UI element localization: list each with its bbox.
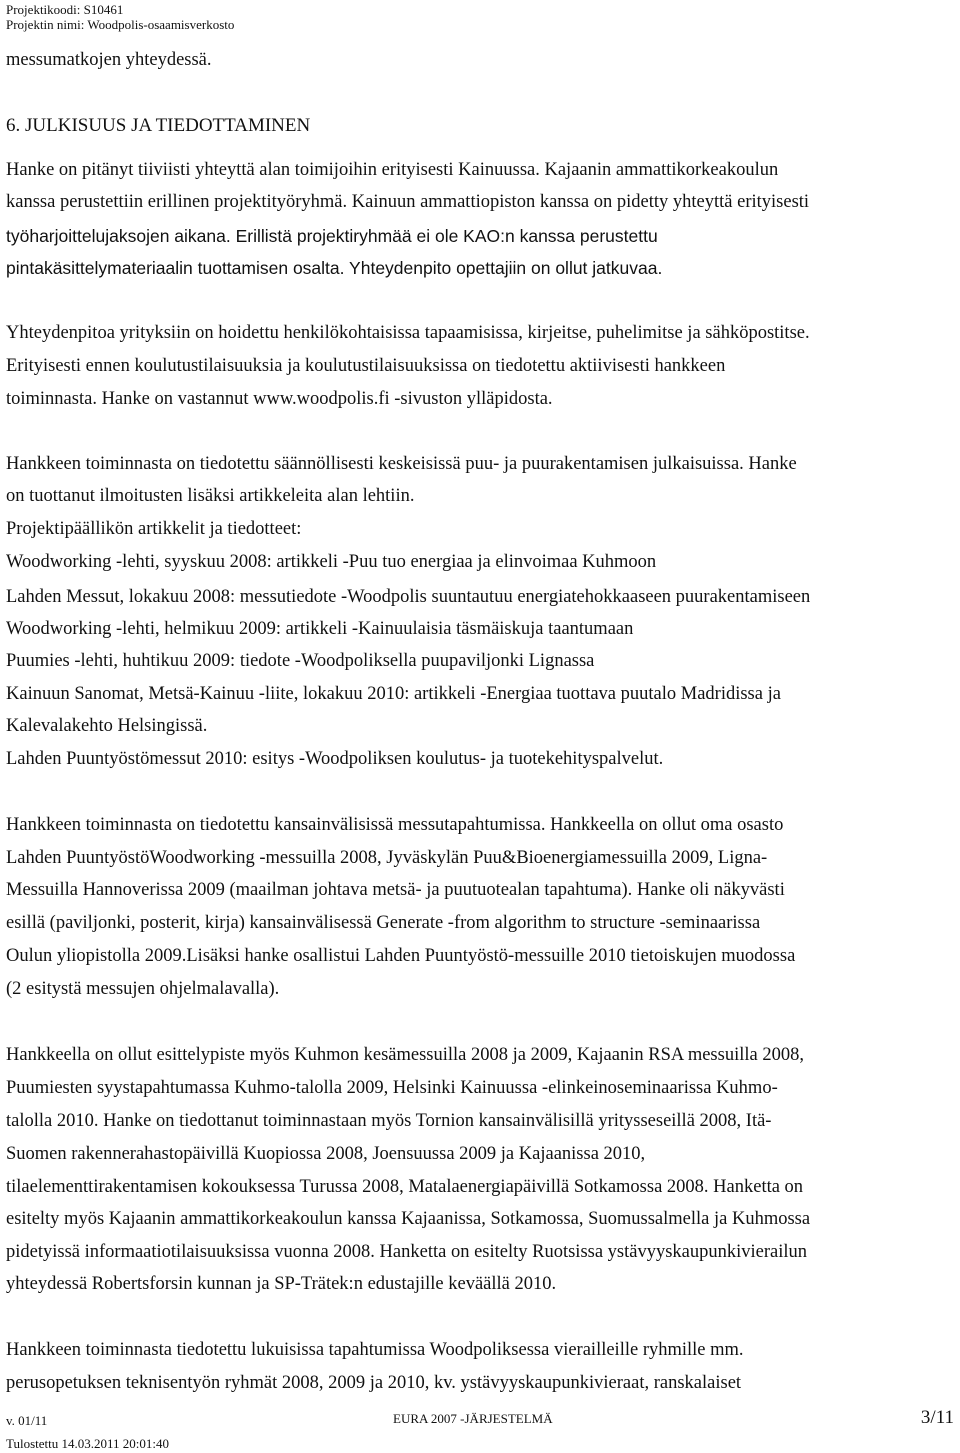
article-item: Woodworking -lehti, syyskuu 2008: artikkeli -Puu tuo energiaa ja elinvoimaa Kuhmoon <box>6 552 657 572</box>
page-number: 3/11 <box>920 1407 954 1428</box>
project-name: Projektin nimi: Woodpolis-osaamisverkosto <box>6 17 235 32</box>
text-line: esillä (paviljonki, posterit, kirja) kansainvälisessä Generate -from algorithm to structure -seminaarissa <box>6 913 761 933</box>
text-line: Yhteydenpitoa yrityksiin on hoidettu henkilökohtaisissa tapaamisissa, kirjeitse, puhelimitse ja sähköpostitse. <box>6 323 810 343</box>
text-line: toiminnasta. Hanke on vastannut www.woodpolis.fi -sivuston ylläpidosta. <box>6 389 553 409</box>
text-line: kanssa perustettiin erillinen projektityöryhmä. Kainuun ammattiopiston kanssa on pidetty yhteyttä erityisesti <box>6 192 810 212</box>
text-line: (2 esitystä messujen ohjelmalavalla). <box>6 979 280 999</box>
article-item: Woodworking -lehti, helmikuu 2009: artikkeli -Kainuulaisia täsmäiskuja taantumaan <box>6 619 634 639</box>
text-line: Suomen rakennerahastopäivillä Kuopiossa 2008, Joensuussa 2009 ja Kajaanissa 2010, <box>6 1144 646 1164</box>
text-line: Erityisesti ennen koulutustilaisuuksia ja koulutustilaisuuksissa on tiedotettu aktiivisesti hankkeen <box>6 356 726 376</box>
article-item: Lahden Puuntyöstömessut 2010: esitys -Woodpoliksen koulutus- ja tuotekehityspalvelut. <box>6 749 664 769</box>
article-item: Kainuun Sanomat, Metsä-Kainuu -liite, lokakuu 2010: artikkeli -Energiaa tuottava puutalo Madridissa ja <box>6 684 781 704</box>
section-heading: 6. JULKISUUS JA TIEDOTTAMINEN <box>6 115 311 136</box>
text-line: pidetyissä informaatiotilaisuuksissa vuonna 2008. Hanketta on esitelty Ruotsissa ystävyyskaupunkivierailun <box>6 1242 808 1262</box>
article-item: Lahden Messut, lokakuu 2008: messutiedote -Woodpolis suuntautuu energiatehokkaaseen puurakentamiseen <box>6 587 811 607</box>
text-line: Hankkeen toiminnasta on tiedotettu säännöllisesti keskeisissä puu- ja puurakentamisen julkaisuissa. Hanke <box>6 454 797 474</box>
text-line: pintakäsittelymateriaalin tuottamisen osalta. Yhteydenpito opettajiin on ollut jatkuvaa. <box>6 258 663 278</box>
article-item: Kalevalakehto Helsingissä. <box>6 716 208 736</box>
footer-version: v. 01/11 <box>6 1413 48 1428</box>
text-line: yhteydessä Robertsforsin kunnan ja SP-Trätek:n edustajille keväällä 2010. <box>6 1274 557 1294</box>
text-line: Hankkeen toiminnasta on tiedotettu kansainvälisissä messutapahtumissa. Hankkeella on ollut oma osasto <box>6 815 784 835</box>
text-line: Hanke on pitänyt tiiviisti yhteyttä alan toimijoihin erityisesti Kainuussa. Kajaanin ammattikorkeakoulun <box>6 160 779 180</box>
text-line: on tuottanut ilmoitusten lisäksi artikkeleita alan lehtiin. <box>6 486 415 506</box>
text-line: Puumiesten syystapahtumassa Kuhmo-talolla 2009, Helsinki Kainuussa -elinkeinoseminaarissa Kuhmo- <box>6 1078 778 1098</box>
text-line: talolla 2010. Hanke on tiedottanut toiminnastaan myös Tornion kansainvälisillä yritysseseillä 2008, Itä- <box>6 1111 772 1131</box>
footer-printed: Tulostettu 14.03.2011 20:01:40 <box>6 1436 170 1451</box>
text-line: Lahden PuuntyöstöWoodworking -messuilla 2008, Jyväskylän Puu&Bioenergiamessuilla 2009, Ligna- <box>6 848 768 868</box>
text-line: perusopetuksen teknisentyön ryhmät 2008, 2009 ja 2010, kv. ystävyyskaupunkivieraat, ranskalaiset <box>6 1373 742 1393</box>
text-line: esitelty myös Kajaanin ammattikorkeakoulun kanssa Kajaanissa, Sotkamossa, Suomussalmella ja Kuhmossa <box>6 1209 811 1229</box>
text-line: Hankkeen toiminnasta tiedotettu lukuisissa tapahtumissa Woodpoliksessa vierailleille ryhmille mm. <box>6 1340 744 1360</box>
project-code: Projektikoodi: S10461 <box>6 2 124 17</box>
intro-line: messumatkojen yhteydessä. <box>6 50 212 70</box>
footer-system: EURA 2007 -JÄRJESTELMÄ <box>393 1411 553 1426</box>
text-line: Hankkeella on ollut esittelypiste myös Kuhmon kesämessuilla 2008 ja 2009, Kajaanin RSA messuilla 2008, <box>6 1045 804 1065</box>
text-line: tilaelementtirakentamisen kokouksessa Turussa 2008, Matalaenergiapäivillä Sotkamossa 2008. Hanketta on <box>6 1177 804 1197</box>
article-item: Puumies -lehti, huhtikuu 2009: tiedote -Woodpoliksella puupaviljonki Lignassa <box>6 651 595 671</box>
text-line: Oulun yliopistolla 2009.Lisäksi hanke osallistui Lahden Puuntyöstö-messuille 2010 tietoiskujen muodossa <box>6 946 796 966</box>
text-line: työharjoittelujaksojen aikana. Erillistä projektiryhmää ei ole KAO:n kanssa perustettu <box>6 226 658 246</box>
text-line: Messuilla Hannoverissa 2009 (maailman johtava metsä- ja puutuotealan tapahtuma). Hanke oli näkyvästi <box>6 880 785 900</box>
text-line: Projektipäällikön artikkelit ja tiedotteet: <box>6 519 302 539</box>
